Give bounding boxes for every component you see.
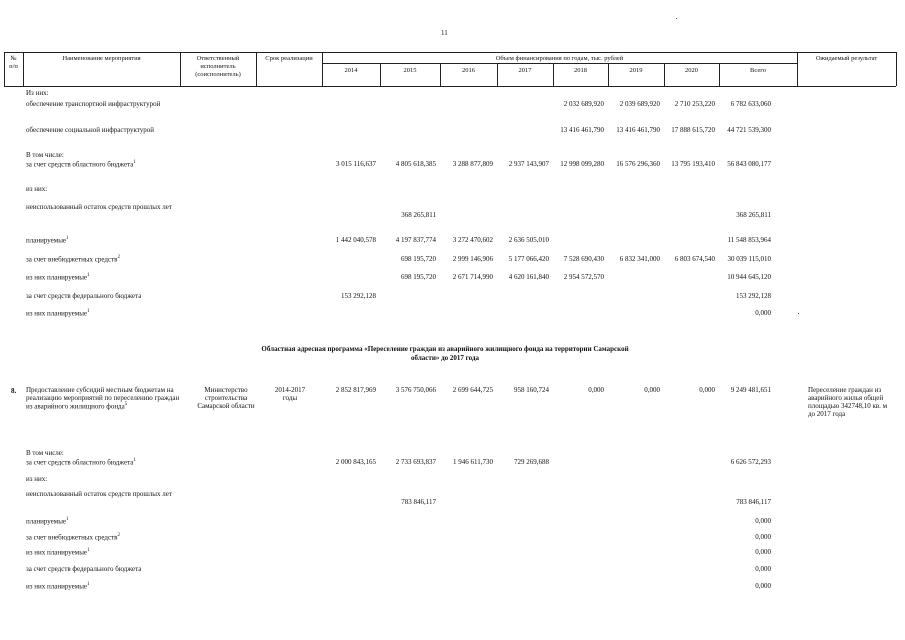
- value-cell: 11 548 853,964: [727, 236, 771, 244]
- value-cell: 12 998 099,280: [560, 160, 604, 168]
- row-label-text: обеспечение транспортной инфраструктурой: [26, 100, 161, 108]
- footnote-mark: 2: [117, 533, 120, 538]
- item8-name: [26, 386, 182, 410]
- value-cell: 6 782 633,060: [730, 100, 771, 108]
- footnote-mark: 1: [87, 582, 90, 587]
- year-header: 2018: [574, 67, 587, 74]
- value-cell: 6 803 674,540: [674, 255, 715, 263]
- row-label: [26, 255, 186, 263]
- row-label: [26, 89, 186, 97]
- row-label-text: В том числе:: [26, 449, 64, 457]
- row-label: [26, 565, 186, 573]
- scan-speck: [676, 18, 677, 19]
- value-cell: 2 733 693,837: [395, 458, 436, 466]
- row-label: [26, 151, 186, 159]
- value-cell: 0,000: [755, 582, 771, 590]
- header-term: Срок реализации: [265, 55, 313, 62]
- footnote-mark: 1: [66, 236, 69, 241]
- col-border: [180, 52, 181, 86]
- year-header: 2017: [518, 67, 532, 74]
- year-header: 2019: [629, 67, 643, 74]
- row-label: [26, 236, 186, 244]
- value-cell: 1 946 611,730: [453, 458, 493, 466]
- row-label-text: из них планируемые: [26, 273, 88, 282]
- row-label: [26, 160, 186, 168]
- row-label-text: Из них:: [26, 89, 49, 97]
- header-num: № п/п: [9, 55, 18, 70]
- row-label: [26, 582, 186, 590]
- row-label-text: из них:: [26, 185, 48, 193]
- row-label: [26, 273, 186, 281]
- item8-result: Переселение граждан из аварийного жилья общей площадью 342748,10 кв. м до 2017 года: [808, 386, 888, 419]
- value-cell: 7 528 690,430: [563, 255, 604, 263]
- row-label: [26, 292, 186, 300]
- row-label: [26, 548, 186, 556]
- value-cell: 0,000: [755, 517, 771, 525]
- year-header: 2020: [685, 67, 698, 74]
- footnote-mark: 1: [133, 160, 136, 165]
- value-cell: 2 671 714,990: [452, 273, 493, 281]
- item8-num: 8.: [11, 387, 17, 395]
- value-cell: 30 039 115,010: [727, 255, 771, 263]
- value-cell: 0,000: [755, 548, 771, 556]
- item8-term: 2014-2017 годы: [274, 386, 306, 403]
- row-label: [26, 126, 186, 134]
- value-cell: 2 937 143,907: [508, 160, 549, 168]
- row-label-text: за счет средств областного бюджета: [26, 458, 134, 467]
- year-header: 2015: [403, 67, 417, 74]
- value-cell: 368 265,811: [736, 211, 771, 219]
- value-cell: 5 177 066,420: [508, 255, 549, 263]
- value-cell: 2 954 572,570: [563, 273, 604, 281]
- value-cell: 13 416 461,790: [560, 126, 604, 134]
- value-cell: 0,000: [755, 565, 771, 573]
- value-cell: 10 944 645,120: [727, 273, 771, 281]
- row-label: [26, 449, 186, 457]
- footnote-mark: 1: [66, 517, 69, 522]
- value-cell: 783 846,117: [736, 498, 771, 506]
- row-label-text: В том числе:: [26, 151, 64, 159]
- value-cell: 153 292,128: [341, 292, 376, 300]
- row-label-text: планируемые: [26, 517, 67, 526]
- row-label: [26, 203, 186, 211]
- row-label-text: за счет внебюджетных средств: [26, 255, 118, 264]
- row-label-text: из них планируемые: [26, 582, 88, 591]
- value-cell: 4 805 618,385: [395, 160, 436, 168]
- row-label: [26, 475, 186, 483]
- value-cell: 783 846,117: [401, 498, 436, 506]
- value-cell: 3 272 470,602: [452, 236, 493, 244]
- footnote-mark: 1: [87, 309, 90, 314]
- value-cell: 2 699 644,725: [452, 386, 493, 394]
- value-cell: 4 620 161,840: [508, 273, 549, 281]
- value-cell: 2 999 146,906: [452, 255, 493, 263]
- row-label: [26, 309, 186, 317]
- value-cell: 2 636 505,010: [508, 236, 549, 244]
- row-label: [26, 533, 186, 541]
- value-cell: 3 015 116,637: [336, 160, 376, 168]
- value-cell: 0,000: [588, 386, 604, 394]
- value-cell: 4 197 837,774: [395, 236, 436, 244]
- value-cell: 3 576 750,066: [395, 386, 436, 394]
- header-bottom-border: [4, 86, 896, 87]
- value-cell: 958 160,724: [514, 386, 549, 394]
- page-number: 11: [441, 29, 448, 37]
- year-header: Всего: [750, 67, 766, 74]
- row-label-text: неиспользованный остаток средств прошлых лет: [26, 203, 172, 211]
- value-cell: 2 710 253,220: [674, 100, 715, 108]
- row-label-text: из них:: [26, 475, 48, 483]
- value-cell: 2 032 689,920: [563, 100, 604, 108]
- value-cell: 3 288 877,809: [452, 160, 493, 168]
- value-cell: 0,000: [755, 533, 771, 541]
- row-label-text: из них планируемые: [26, 309, 88, 318]
- value-cell: 2 852 817,969: [335, 386, 376, 394]
- header-name: Наименование мероприятия: [62, 55, 141, 62]
- value-cell: 368 265,811: [401, 211, 436, 219]
- value-cell: 6 626 572,293: [730, 458, 771, 466]
- value-cell: 1 442 040,578: [335, 236, 376, 244]
- value-cell: 13 416 461,790: [616, 126, 660, 134]
- row-label: [26, 185, 186, 193]
- footnote-mark: 2: [117, 255, 120, 260]
- value-cell: 9 249 481,651: [730, 386, 771, 394]
- value-cell: 2 039 689,920: [619, 100, 660, 108]
- value-cell: 153 292,128: [736, 292, 771, 300]
- item8-responsible: Министерство строительства Самарской области: [197, 386, 255, 411]
- program-title: Областная адресная программа «Переселение граждан из аварийного жилищного фонда на территории Самарской области» до 2017 года: [261, 345, 629, 363]
- value-cell: 0,000: [699, 386, 715, 394]
- value-cell: 698 195,720: [401, 255, 436, 263]
- header-top-border: [4, 52, 896, 53]
- value-cell: 56 843 080,177: [727, 160, 771, 168]
- row-label-text: за счет внебюджетных средств: [26, 533, 118, 542]
- header-result: Ожидаемый результат: [815, 55, 878, 62]
- row-label-text: за счет средств федерального бюджета: [26, 565, 142, 573]
- value-cell: 44 721 539,300: [727, 126, 771, 134]
- row-label: [26, 490, 186, 498]
- row-label-text: обеспечение социальной инфраструктурой: [26, 126, 155, 134]
- year-header: 2014: [344, 67, 358, 74]
- footnote-mark: 1: [87, 273, 90, 278]
- item8-name-text: Предоставление субсидий местным бюджетам на реализацию мероприятий по переселению граждан из аварийного жилищного фонда: [26, 386, 180, 411]
- value-cell: 729 269,688: [514, 458, 549, 466]
- value-cell: 13 795 193,410: [671, 160, 715, 168]
- scan-speck: [798, 313, 799, 314]
- value-cell: 0,000: [644, 386, 660, 394]
- row-label-text: за счет средств областного бюджета: [26, 160, 134, 169]
- col-border: [896, 52, 897, 86]
- row-label-text: за счет средств федерального бюджета: [26, 292, 142, 300]
- row-label: [26, 517, 186, 525]
- header-responsible: Ответственный исполнитель (соисполнитель): [195, 55, 241, 78]
- row-label-text: планируемые: [26, 236, 67, 245]
- value-cell: 2 000 843,165: [335, 458, 376, 466]
- row-label: [26, 100, 186, 108]
- value-cell: 698 195,720: [401, 273, 436, 281]
- value-cell: 16 576 296,360: [616, 160, 660, 168]
- year-header: 2016: [462, 67, 475, 74]
- value-cell: 6 832 341,000: [619, 255, 660, 263]
- row-label: [26, 458, 186, 466]
- value-cell: 17 888 615,720: [671, 126, 715, 134]
- row-label-text: из них планируемые: [26, 548, 88, 557]
- value-cell: 0,000: [755, 309, 771, 317]
- years-divider: [322, 63, 798, 64]
- item8-name-sup: 5: [124, 402, 128, 408]
- row-label-text: неиспользованный остаток средств прошлых лет: [26, 490, 172, 498]
- footnote-mark: 1: [87, 548, 90, 553]
- header-funding: Объем финансирования по годам, тыс. рублей: [495, 55, 624, 62]
- footnote-mark: 1: [133, 458, 136, 463]
